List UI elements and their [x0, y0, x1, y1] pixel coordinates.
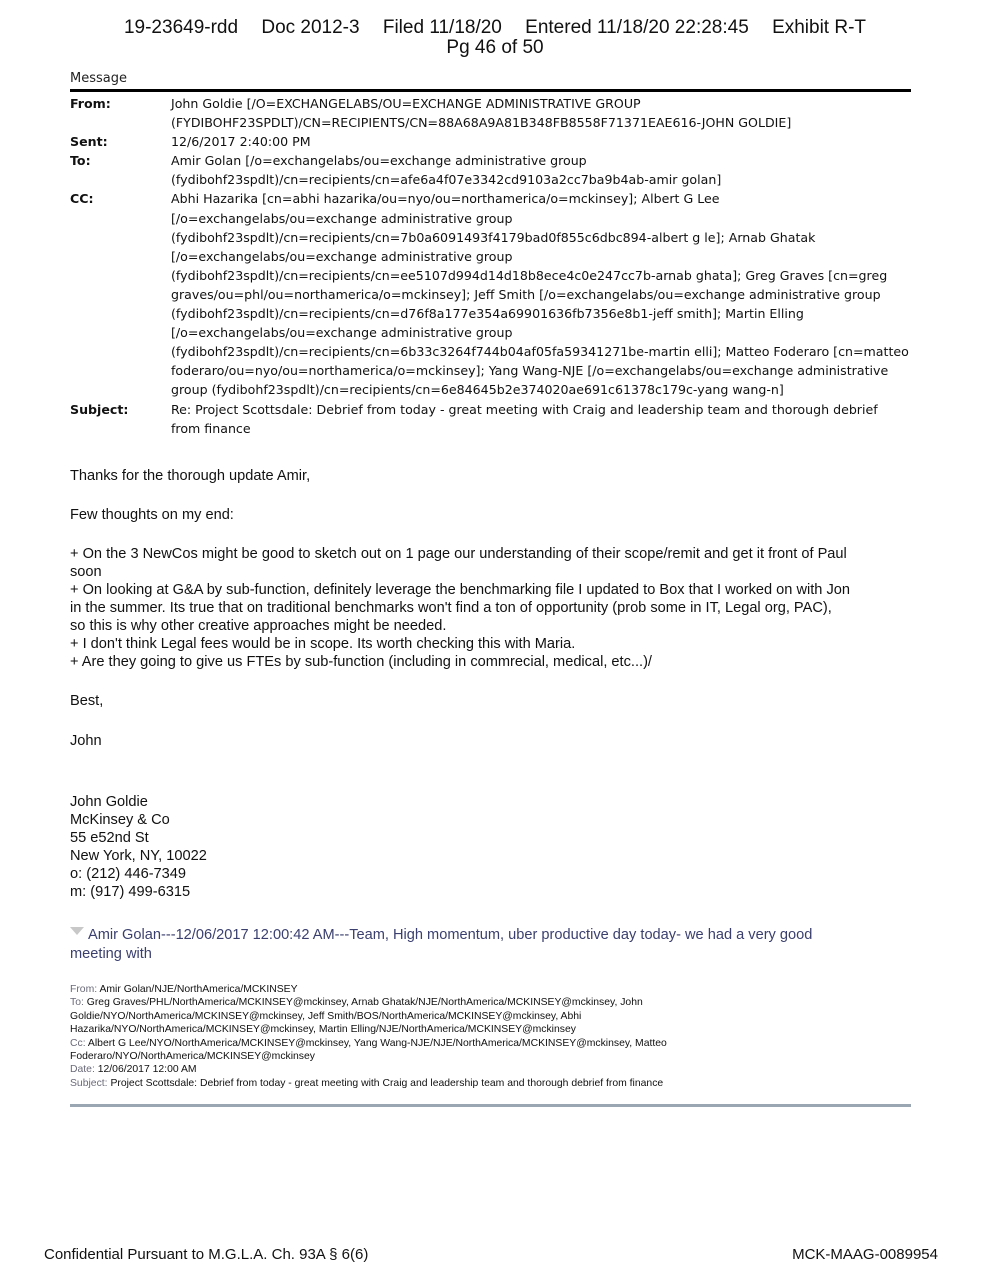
doc-number: Doc 2012-3 — [261, 17, 360, 38]
signature-city: New York, NY, 10022 — [70, 848, 207, 864]
cc-line: Abhi Hazarika [cn=abhi hazarika/ou=nyo/ou=northamerica/o=mckinsey]; Albert G Lee — [171, 191, 720, 207]
bullet-line: so this is why other creative approaches might be needed. — [70, 618, 447, 634]
cc-line: (fydibohf23spdlt)/cn=recipients/cn=ee5107d994d14d18b8ece4c0e247cc7b-arnab ghata]; Greg Graves [cn=greg — [171, 267, 888, 283]
cc-row — [70, 189, 915, 399]
bullet-line: soon — [70, 564, 102, 580]
bullet-line: in the summer. Its true that on traditional benchmarks won't find a ton of opportunity (prob some in IT, Legal org, PAC), — [70, 600, 832, 616]
closing: Best, — [70, 693, 104, 709]
prev-to-cont: Hazarika/NYO/NorthAmerica/MCKINSEY@mckinsey, Martin Elling/NJE/NorthAmerica/MCKINSEY@mckinsey — [70, 1024, 576, 1036]
expand-triangle-icon[interactable] — [70, 927, 84, 935]
intro-line: Few thoughts on my end: — [70, 507, 234, 523]
subject-line: from finance — [171, 420, 251, 436]
bullet-item — [70, 545, 920, 581]
sent-value: 12/6/2017 2:40:00 PM — [171, 134, 311, 150]
prev-to-key: To: — [70, 997, 84, 1009]
from-row — [70, 94, 915, 132]
sent-key: Sent: — [70, 134, 108, 150]
cc-line: graves/ou=phl/ou=northamerica/o=mckinsey]; Jeff Smith [/o=exchangelabs/ou=exchange administrative group — [171, 286, 881, 302]
to-key: To: — [70, 153, 91, 169]
bullet-line: + Are they going to give us FTEs by sub-function (including in commrecial, medical, etc...)/ — [70, 654, 652, 670]
bullet-item — [70, 635, 920, 653]
bullet-line: + I don't think Legal fees would be in scope. Its worth checking this with Maria. — [70, 636, 576, 652]
subject-line: Re: Project Scottsdale: Debrief from today - great meeting with Craig and leadership team and thorough debrief — [171, 401, 878, 417]
subject-value — [171, 400, 915, 438]
to-value — [171, 151, 915, 189]
cc-value — [171, 189, 915, 399]
confidentiality-notice: Confidential Pursuant to M.G.L.A. Ch. 93A § 6(6) — [44, 1246, 369, 1263]
signature-block — [70, 793, 920, 901]
prev-to-cont: Goldie/NYO/NorthAmerica/MCKINSEY@mckinsey, Jeff Smith/BOS/NorthAmerica/MCKINSEY@mckinsey, Abhi — [70, 1010, 582, 1022]
prev-to-row — [70, 996, 920, 1009]
email-header-table — [70, 94, 915, 438]
prev-date-row — [70, 1063, 920, 1076]
cc-line: foderaro/ou=nyo/ou=northamerica/o=mckinsey]; Yang Wang-NJE [/o=exchangelabs/ou=exchange administrative — [171, 363, 889, 379]
cc-line: (fydibohf23spdlt)/cn=recipients/cn=d76f8a177e354a69901636fb7356e8b1-jeff smith]; Martin Elling — [171, 306, 804, 322]
court-filing-header-line — [0, 18, 990, 38]
from-line: (FYDIBOHF23SPDLT)/CN=RECIPIENTS/CN=88A68A9A81B348FB8558F71371EAE616-JOHN GOLDIE] — [171, 115, 792, 131]
entered-date: Entered 11/18/20 22:28:45 — [525, 17, 749, 38]
prev-subject-key: Subject: — [70, 1077, 108, 1089]
cc-line: [/o=exchangelabs/ou=exchange administrative group — [171, 210, 513, 226]
previous-message-toggle[interactable] — [70, 926, 920, 964]
sign-name: John — [70, 733, 102, 749]
court-filing-header — [0, 18, 990, 58]
bullet-item — [70, 581, 920, 635]
prev-from-row — [70, 983, 920, 996]
prev-cc-key: Cc: — [70, 1037, 86, 1049]
header-divider — [70, 89, 911, 92]
prev-cc-cont: Foderaro/NYO/NorthAmerica/MCKINSEY@mckinsey — [70, 1051, 315, 1063]
case-number: 19-23649-rdd — [123, 17, 239, 38]
previous-message-headers — [70, 983, 920, 1090]
bullet-item — [70, 653, 920, 671]
sent-row — [70, 132, 915, 151]
prev-cc-value: Albert G Lee/NYO/NorthAmerica/MCKINSEY@mckinsey, Yang Wang-NJE/NJE/NorthAmerica/MCKINSEY@mckinsey, Matteo — [87, 1037, 667, 1049]
cc-line: (fydibohf23spdlt)/cn=recipients/cn=6b33c3264f744b04af05fa59341271be-martin elli]; Matteo Foderaro [cn=matteo — [171, 344, 909, 360]
bullet-list — [70, 545, 920, 671]
bullet-line: + On the 3 NewCos might be good to sketch out on 1 page our understanding of their scope/remit and get it front of Paul — [70, 546, 847, 562]
to-row — [70, 151, 915, 189]
subject-row — [70, 400, 915, 438]
prev-subject-value: Project Scottsdale: Debrief from today - great meeting with Craig and leadership team and thorough debrief from finance — [110, 1077, 664, 1089]
cc-line: group (fydibohf23spdlt)/cn=recipients/cn=6e84645b2e374020ae691c61378c179c-yang wang-n] — [171, 382, 784, 398]
previous-message-divider — [70, 1104, 911, 1107]
bates-number: MCK-MAAG-0089954 — [792, 1246, 938, 1263]
from-line: John Goldie [/O=EXCHANGELABS/OU=EXCHANGE ADMINISTRATIVE GROUP — [171, 96, 641, 111]
filed-date: Filed 11/18/20 — [382, 17, 502, 38]
signature-name: John Goldie — [70, 794, 148, 810]
from-key: From: — [70, 96, 111, 111]
signature-street: 55 e52nd St — [70, 830, 149, 846]
cc-line: (fydibohf23spdlt)/cn=recipients/cn=7b0a6091493f4179bad0f855c6dbc894-albert g le]; Arnab Ghatak — [171, 229, 816, 245]
to-line: (fydibohf23spdlt)/cn=recipients/cn=afe6a4f07e3342cd9103a2cc7ba9b4ab-amir golan] — [171, 172, 722, 188]
prev-subject-row — [70, 1077, 920, 1090]
prev-from-value: Amir Golan/NJE/NorthAmerica/MCKINSEY — [99, 984, 298, 995]
cc-key: CC: — [70, 191, 94, 207]
prev-cc-row — [70, 1037, 920, 1050]
prev-date-key: Date: — [70, 1064, 95, 1076]
prev-to-value: Greg Graves/PHL/NorthAmerica/MCKINSEY@mckinsey, Arnab Ghatak/NJE/NorthAmerica/MCKINSEY@mckinsey, John — [86, 997, 643, 1009]
message-label: Message — [70, 71, 127, 86]
previous-message-summary[interactable]: Amir Golan---12/06/2017 12:00:42 AM---Team, High momentum, uber productive day today- we had a very good — [88, 927, 813, 943]
previous-message-summary-cont[interactable]: meeting with — [70, 946, 152, 962]
cc-line: [/o=exchangelabs/ou=exchange administrative group — [171, 325, 513, 341]
from-value — [171, 94, 915, 132]
subject-key: Subject: — [70, 401, 129, 417]
signature-mobile-phone: m: (917) 499-6315 — [70, 884, 191, 900]
signature-office-phone: o: (212) 446-7349 — [70, 866, 187, 882]
prev-date-value: 12/06/2017 12:00 AM — [97, 1064, 197, 1076]
page-number: Pg 46 of 50 — [446, 37, 544, 58]
greeting: Thanks for the thorough update Amir, — [70, 468, 311, 484]
prev-from-key: From: — [70, 984, 98, 995]
signature-company: McKinsey & Co — [70, 812, 170, 828]
bullet-line: + On looking at G&A by sub-function, definitely leverage the benchmarking file I updated to Box that I worked on with Jon — [70, 582, 851, 598]
to-line: Amir Golan [/o=exchangelabs/ou=exchange administrative group — [171, 153, 587, 169]
cc-line: [/o=exchangelabs/ou=exchange administrative group — [171, 248, 513, 264]
exhibit-label: Exhibit R-T — [772, 17, 867, 38]
